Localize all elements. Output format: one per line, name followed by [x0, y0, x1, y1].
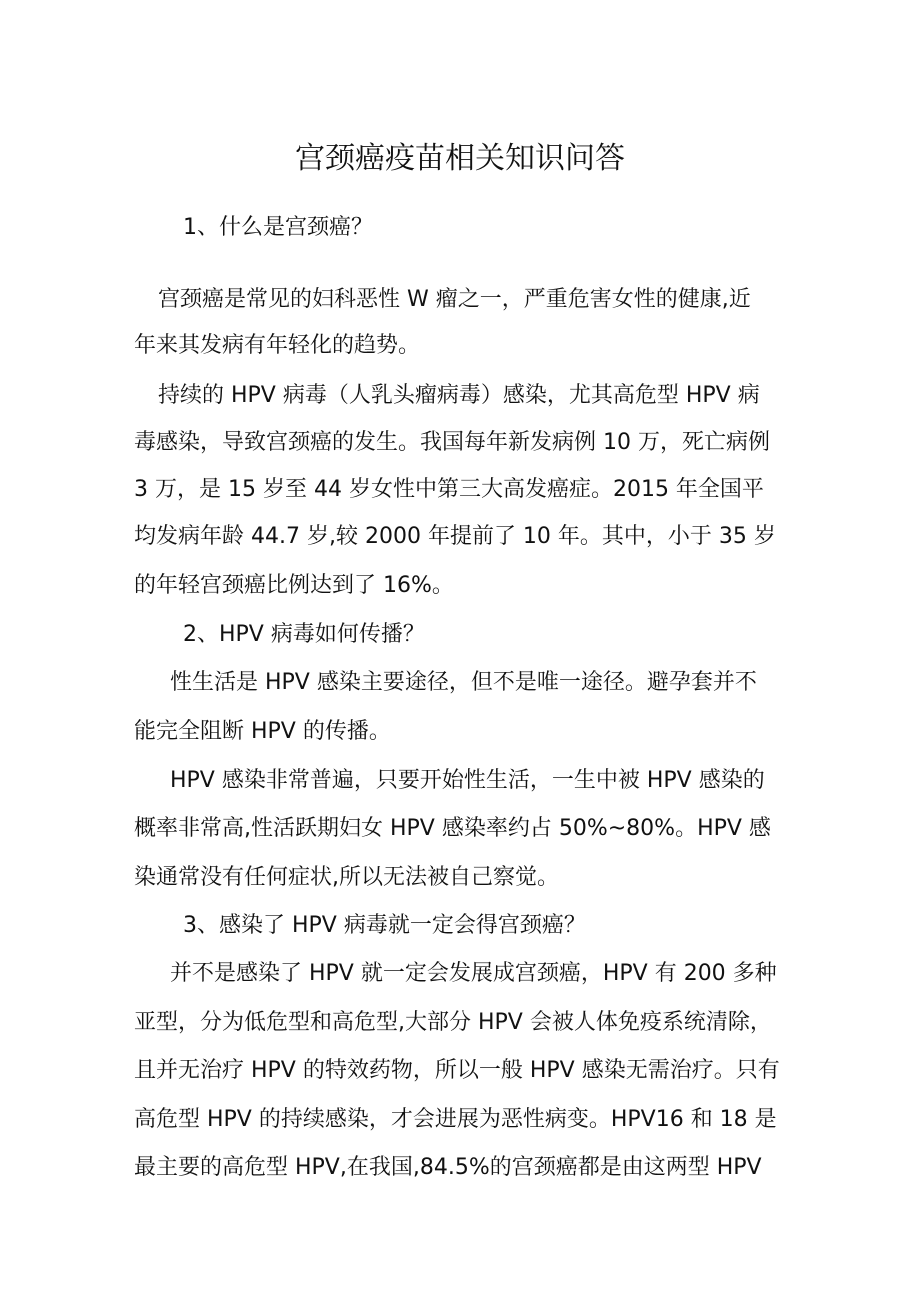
- paragraph-line: 均发病年龄 44.7 岁,较 2000 年提前了 10 年。其中，小于 35 岁: [134, 524, 776, 549]
- paragraph-line: 3 万，是 15 岁至 44 岁女性中第三大高发癌症。2015 年全国平: [134, 477, 764, 502]
- page-title: 宫颈癌疫苗相关知识问答: [295, 141, 625, 176]
- paragraph-line: 宫颈癌是常见的妇科恶性 W 瘤之一，严重危害女性的健康,近: [158, 287, 751, 312]
- paragraph-line: 的年轻宫颈癌比例达到了 16%。: [134, 573, 454, 598]
- paragraph-line: 亚型，分为低危型和高危型,大部分 HPV 会被人体免疫系统清除，: [134, 1010, 772, 1035]
- paragraph-line: 染通常没有任何症状,所以无法被自己察觉。: [134, 865, 559, 890]
- section-heading-3: 3、感染了 HPV 病毒就一定会得宫颈癌？: [183, 913, 586, 938]
- paragraph-line: 且并无治疗 HPV 的特效药物，所以一般 HPV 感染无需治疗。只有: [134, 1058, 780, 1083]
- paragraph-line: 能完全阻断 HPV 的传播。: [134, 719, 391, 744]
- paragraph-line: 年来其发病有年轻化的趋势。: [134, 333, 421, 358]
- section-heading-2: 2、HPV 病毒如何传播？: [183, 622, 425, 647]
- paragraph-line: 最主要的高危型 HPV,在我国,84.5%的宫颈癌都是由这两型 HPV: [134, 1155, 762, 1180]
- paragraph-line: 高危型 HPV 的持续感染，才会进展为恶性病变。HPV16 和 18 是: [134, 1107, 777, 1132]
- paragraph-line: 毒感染，导致宫颈癌的发生。我国每年新发病例 10 万，死亡病例: [134, 430, 770, 455]
- paragraph-line: 概率非常高,性活跃期妇女 HPV 感染率约占 50%~80%。HPV 感: [134, 816, 771, 841]
- paragraph-line: 持续的 HPV 病毒（人乳头瘤病毒）感染，尤其高危型 HPV 病: [158, 383, 760, 408]
- paragraph-line: 并不是感染了 HPV 就一定会发展成宫颈癌，HPV 有 200 多种: [170, 961, 777, 986]
- paragraph-line: HPV 感染非常普遍，只要开始性生活，一生中被 HPV 感染的: [170, 768, 765, 793]
- paragraph-line: 性生活是 HPV 感染主要途径，但不是唯一途径。避孕套并不: [170, 670, 757, 695]
- section-heading-1: 1、什么是宫颈癌？: [183, 215, 373, 240]
